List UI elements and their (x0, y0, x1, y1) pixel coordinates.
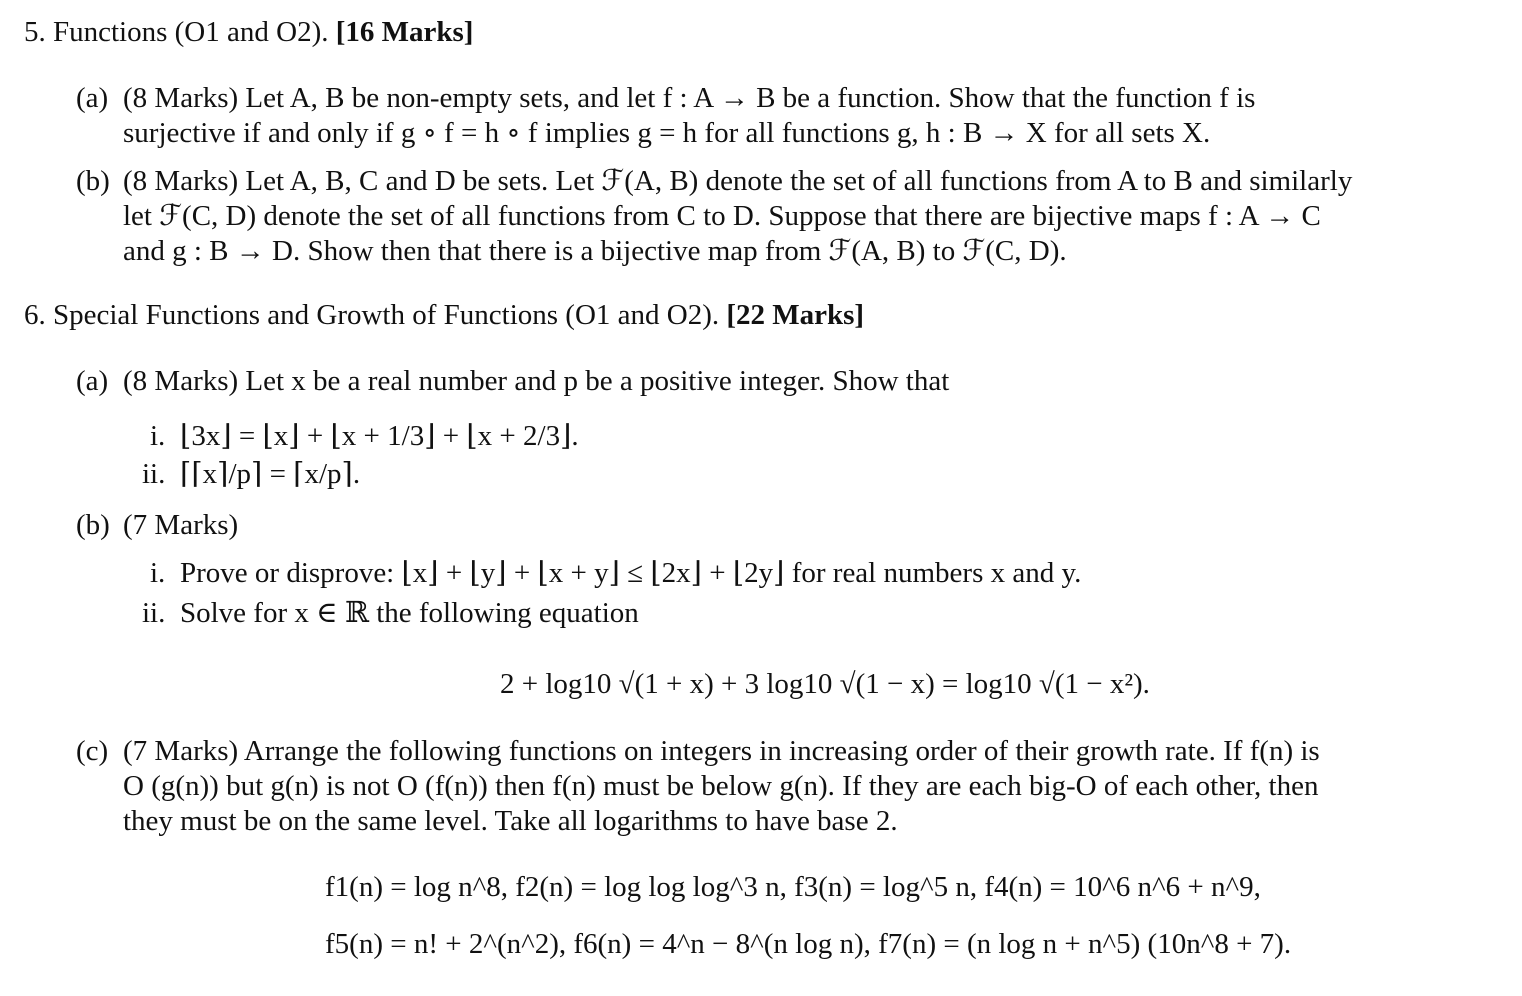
q5a-line-2: surjective if and only if g ∘ f = h ∘ f implies g = h for all functions g, h : B → X for all sets X. (123, 117, 1211, 149)
q6a-ii-formula: ⌈⌈x⌉/p⌉ = ⌈x/p⌉. (180, 458, 361, 490)
q6b-i-label: i. (150, 557, 166, 589)
q5b-line-1: (8 Marks) Let A, B, C and D be sets. Let ℱ(A, B) denote the set of all functions from A to B and similarly (123, 165, 1353, 197)
q6b-text: (7 Marks) (123, 509, 239, 541)
q6b-ii-label: ii. (142, 597, 166, 629)
q6-title: 6. Special Functions and Growth of Functions (O1 and O2). (24, 299, 720, 331)
q6a-label: (a) (76, 365, 109, 397)
q6c-functions-row-2: f5(n) = n! + 2^(n^2), f6(n) = 4^n − 8^(n log n), f7(n) = (n log n + n^5) (10n^8 + 7). (325, 928, 1292, 960)
q6c-line-2: O (g(n)) but g(n) is not O (f(n)) then f(n) must be below g(n). If they are each big-O of each other, then (123, 770, 1319, 802)
q5b-line-2: let ℱ(C, D) denote the set of all functions from C to D. Suppose that there are bijective maps f : A → C (123, 200, 1321, 232)
q6b-equation: 2 + log10 √(1 + x) + 3 log10 √(1 − x) = log10 √(1 − x²). (500, 668, 1150, 700)
q5-title: 5. Functions (O1 and O2). (24, 16, 329, 48)
q6a-ii-label: ii. (142, 458, 166, 490)
q5-marks: [16 Marks] (335, 16, 474, 48)
q6b-i-text: Prove or disprove: ⌊x⌋ + ⌊y⌋ + ⌊x + y⌋ ≤ ⌊2x⌋ + ⌊2y⌋ for real numbers x and y. (180, 557, 1082, 589)
question-5-heading (24, 18, 473, 47)
q6c-functions-row-1: f1(n) = log n^8, f2(n) = log log log^3 n, f3(n) = log^5 n, f4(n) = 10^6 n^6 + n^9, (325, 871, 1261, 903)
q6b-ii-text: Solve for x ∈ ℝ the following equation (180, 597, 639, 629)
q5b-label: (b) (76, 165, 110, 197)
q6b-label: (b) (76, 509, 110, 541)
q6-marks: [22 Marks] (726, 299, 865, 331)
q6a-i-formula: ⌊3x⌋ = ⌊x⌋ + ⌊x + 1/3⌋ + ⌊x + 2/3⌋. (180, 420, 579, 452)
q5a-label: (a) (76, 82, 109, 114)
q5a-line-1: (8 Marks) Let A, B be non-empty sets, and let f : A → B be a function. Show that the function f is (123, 82, 1256, 114)
q6a-text: (8 Marks) Let x be a real number and p be a positive integer. Show that (123, 365, 950, 397)
question-6-heading (24, 301, 864, 330)
q6c-label: (c) (76, 735, 109, 767)
q6c-line-3: they must be on the same level. Take all logarithms to have base 2. (123, 805, 898, 837)
q6c-line-1: (7 Marks) Arrange the following functions on integers in increasing order of their growth rate. If f(n) is (123, 735, 1320, 767)
q5b-line-3: and g : B → D. Show then that there is a bijective map from ℱ(A, B) to ℱ(C, D). (123, 235, 1067, 267)
q6a-i-label: i. (150, 420, 166, 452)
